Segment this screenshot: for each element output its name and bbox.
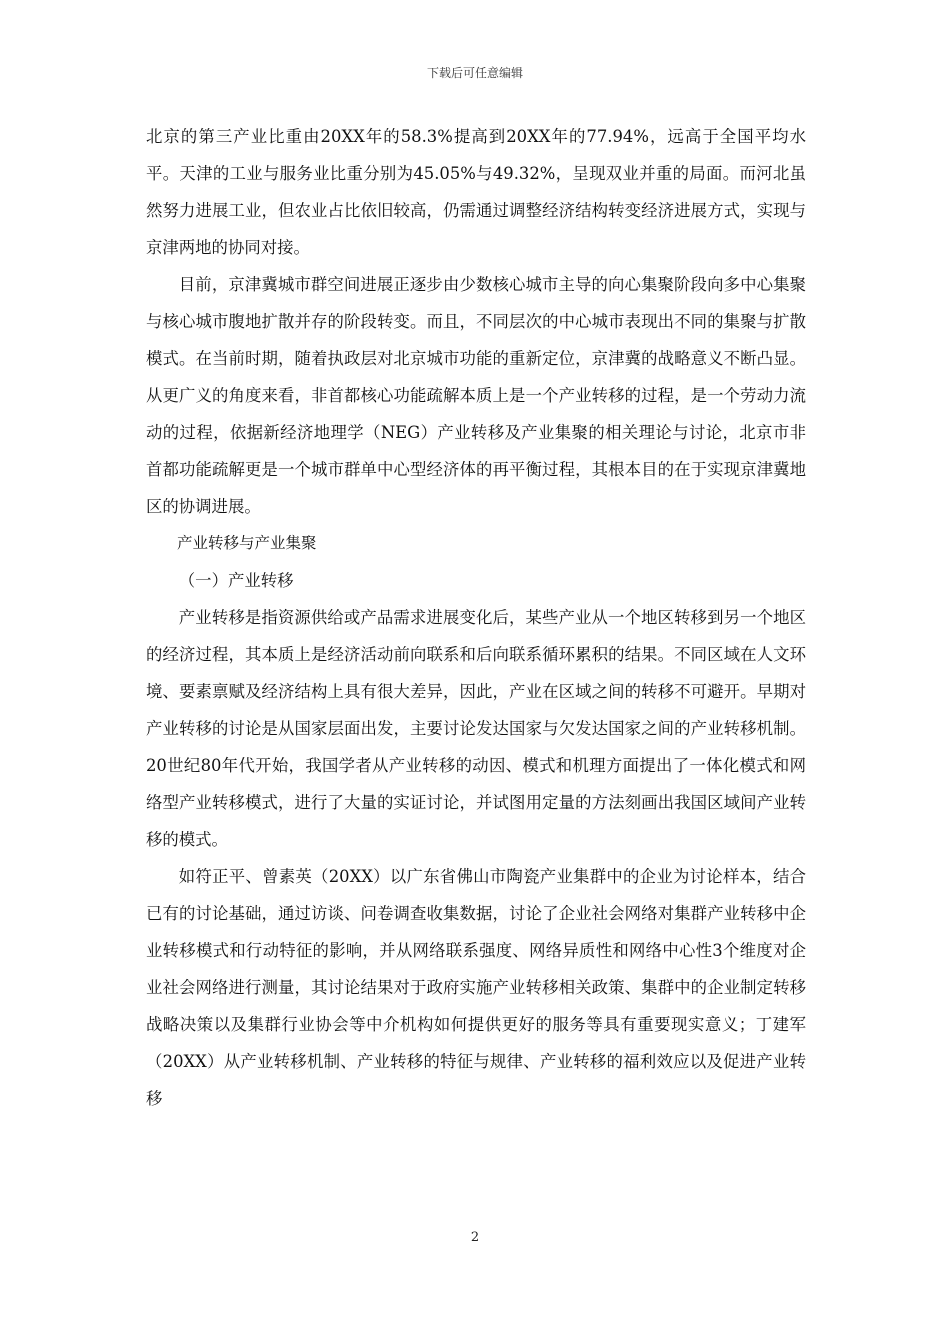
subsection-heading: （一）产业转移	[178, 571, 294, 590]
paragraph-industry-transfer: 产业转移是指资源供给或产品需求进展变化后，某些产业从一个地区转移到另一个地区的经济过程，其本质上是经济活动前向联系和后向联系循环累积的结果。不同区域在人文环境、要素禀赋及经济结构上具有很大差异，因此，产业在区域之间的转移不可避开。早期对产业转移的讨论是从国家层面出发，主要讨论发达国家与欠发达国家之间的产业转移机制。20世纪80年代开始，我国学者从产业转移的动因、模式和机理方面提出了一体化模式和网络型产业转移模式，进行了大量的实证讨论，并试图用定量的方法刻画出我国区域间产业转移的模式。	[146, 608, 806, 849]
page-header: 下载后可任意编辑	[426, 66, 523, 80]
paragraph-tertiary-industry: 北京的第三产业比重由20XX年的58.3%提高到20XX年的77.94%，远高于全国平均水平。天津的工业与服务业比重分别为45.05%与49.32%，呈现双业并重的局面。而河北虽然努力进展工业，但农业占比依旧较高，仍需通过调整经济结构转变经济进展方式，实现与京津两地的协同对接。	[146, 127, 806, 257]
section-heading: 产业转移与产业集聚	[177, 534, 317, 552]
document-body	[146, 118, 806, 1117]
paragraph-literature-review: 如符正平、曾素英（20XX）以广东省佛山市陶瓷产业集群中的企业为讨论样本，结合已有的讨论基础，通过访谈、问卷调查收集数据，讨论了企业社会网络对集群产业转移中企业转移模式和行动特征的影响，并从网络联系强度、网络异质性和网络中心性3个维度对企业社会网络进行测量，其讨论结果对于政府实施产业转移相关政策、集群中的企业制定转移战略决策以及集群行业协会等中介机构如何提供更好的服务等具有重要现实意义；丁建军（20XX）从产业转移机制、产业转移的特征与规律、产业转移的福利效应以及促进产业转移	[146, 867, 806, 1108]
paragraph-spatial-development: 目前，京津冀城市群空间进展正逐步由少数核心城市主导的向心集聚阶段向多中心集聚与核心城市腹地扩散并存的阶段转变。而且，不同层次的中心城市表现出不同的集聚与扩散模式。在当前时期，随着执政层对北京城市功能的重新定位，京津冀的战略意义不断凸显。从更广义的角度来看，非首都核心功能疏解本质上是一个产业转移的过程，是一个劳动力流动的过程，依据新经济地理学（NEG）产业转移及产业集聚的相关理论与讨论，北京市非首都功能疏解更是一个城市群单中心型经济体的再平衡过程，其根本目的在于实现京津冀地区的协调进展。	[146, 275, 806, 516]
page-number: 2	[470, 1230, 480, 1245]
